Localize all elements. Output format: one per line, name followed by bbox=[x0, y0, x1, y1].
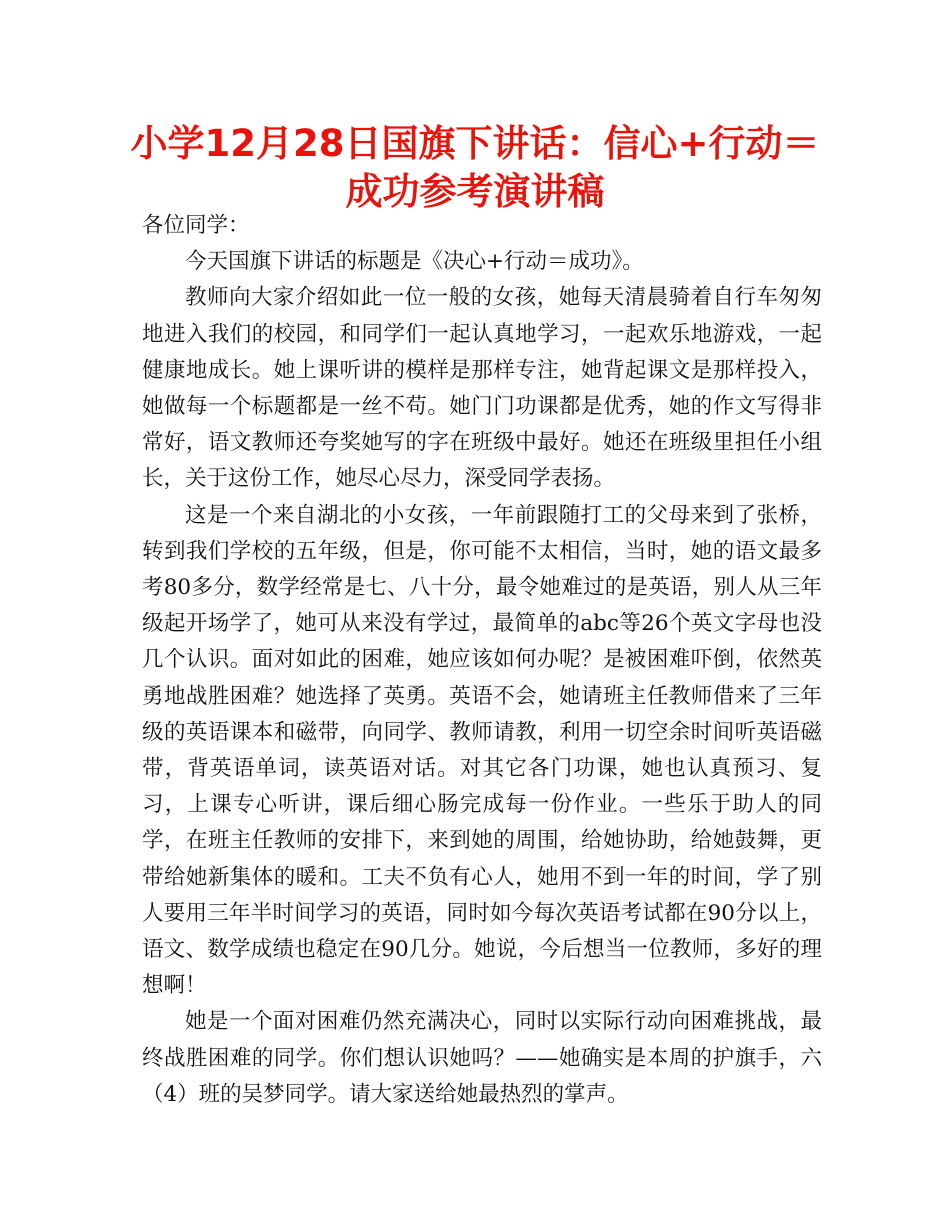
paragraph: 她是一个面对困难仍然充满决心，同时以实际行动向困难挑战，最终战胜困难的同学。你们想认识她吗？——她确实是本周的护旗手，六（4）班的吴梦同学。请大家送给她最热烈的掌声。 bbox=[142, 1009, 822, 1107]
document-title: 小学12月28日国旗下讲话：信心+行动＝成功参考演讲稿 bbox=[130, 122, 820, 213]
salutation: 各位同学： bbox=[142, 213, 250, 238]
document-body bbox=[142, 208, 822, 1113]
paragraph: 教师向大家介绍如此一位一般的女孩，她每天清晨骑着自行车匆匆地进入我们的校园，和同学们一起认真地学习，一起欢乐地游戏，一起健康地成长。她上课听讲的模样是那样专注，她背起课文是那样投入，她做每一个标题都是一丝不苟。她门门功课都是优秀，她的作文写得非常好，语文教师还夸奖她写的字在班级中最好。她还在班级里担任小组长，关于这份工作，她尽心尽力，深受同学表扬。 bbox=[142, 285, 822, 492]
paragraph: 今天国旗下讲话的标题是《决心+行动＝成功》。 bbox=[185, 249, 644, 275]
paragraph: 这是一个来自湖北的小女孩，一年前跟随打工的父母来到了张桥，转到我们学校的五年级，但是，你可能不太相信，当时，她的语文最多考80多分，数学经常是七、八十分，最令她难过的是英语，别人从三年级起开场学了，她可从来没有学过，最简单的abc等26个英文字母也没几个认识。面对如此的困难，她应该如何办呢？是被困难吓倒，依然英勇地战胜困难？她选择了英勇。英语不会，她请班主任教师借来了三年级的英语课本和磁带，向同学、教师请教，利用一切空余时间听英语磁带，背英语单词，读英语对话。对其它各门功课，她也认真预习、复习，上课专心听讲，课后细心肠完成每一份作业。一些乐于助人的同学，在班主任教师的安排下，来到她的周围，给她协助，给她鼓舞，更带给她新集体的暖和。工夫不负有心人，她用不到一年的时间，学了别人要用三年半时间学习的英语，同时如今每次英语考试都在90分以上，语文、数学成绩也稳定在90几分。她说，今后想当一位教师，多好的理想啊！ bbox=[142, 502, 822, 999]
